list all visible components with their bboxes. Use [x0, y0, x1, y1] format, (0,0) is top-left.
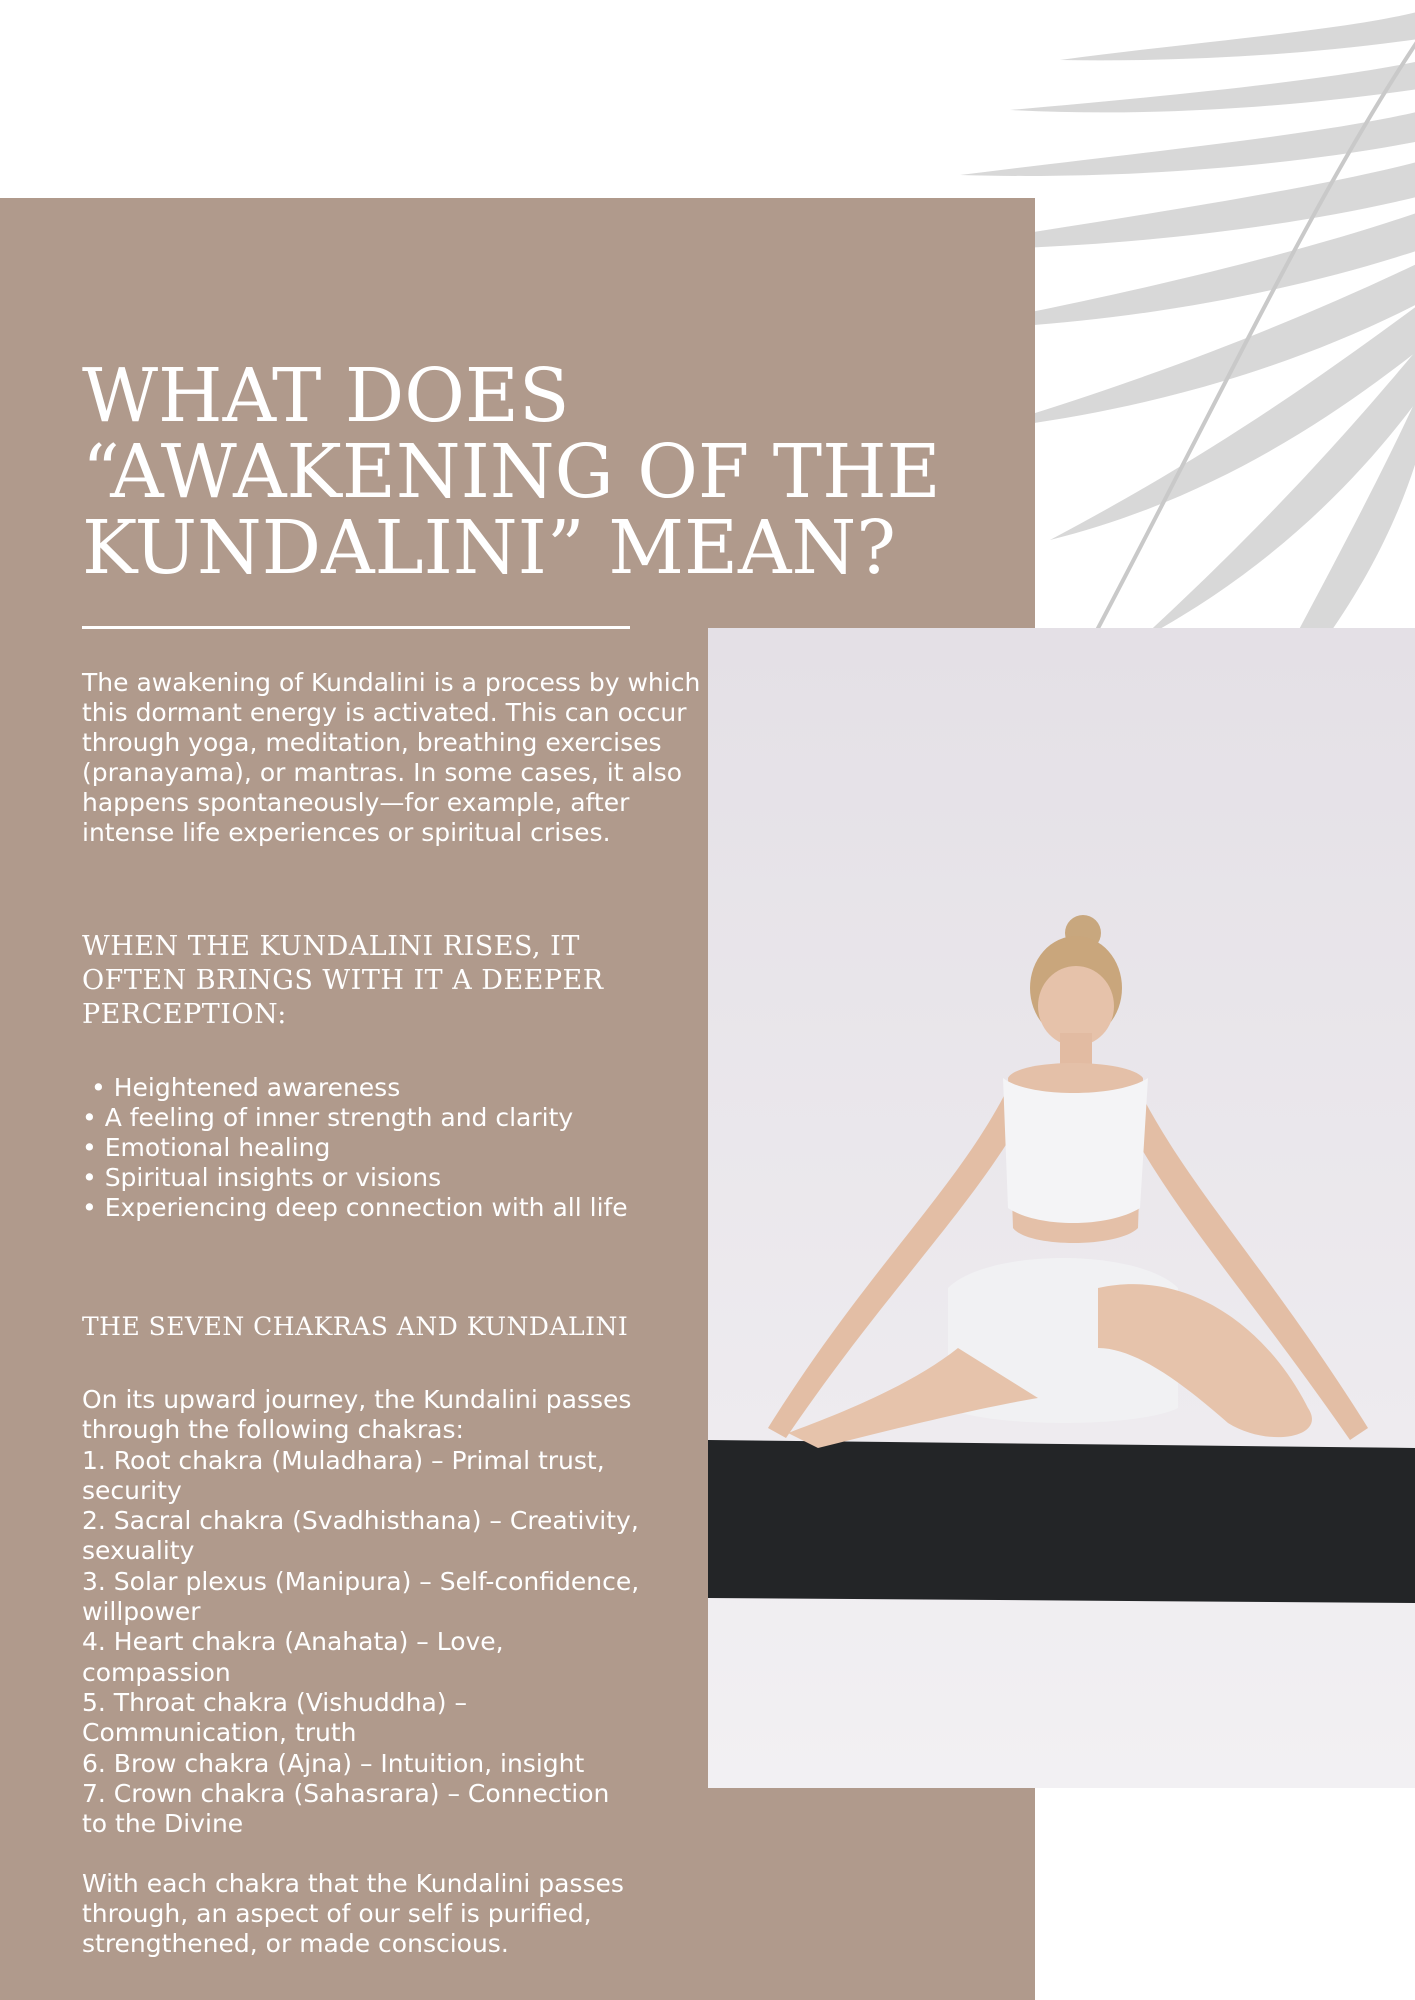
list-item: • A feeling of inner strength and clarity: [82, 1103, 574, 1132]
chakras-line: security: [82, 1475, 182, 1505]
chakras-heading: THE SEVEN CHAKRAS AND KUNDALINI: [82, 1312, 629, 1341]
intro-paragraph: The awakening of Kundalini is a process by which this dormant energy is activated. This can occur through yoga, meditation, breathing exercises (pranayama), or mantras. In some cases, it also happens spontaneously—for example, after intense life experiences or spiritual crises.: [82, 668, 701, 847]
closing-line: through, an aspect of our self is purified,: [82, 1899, 592, 1928]
chakras-line: 6. Brow chakra (Ajna) – Intuition, insight: [82, 1748, 585, 1778]
chakras-line: 2. Sacral chakra (Svadhisthana) – Creativity,: [82, 1506, 639, 1536]
chakras-line: 4. Heart chakra (Anahata) – Love,: [82, 1627, 504, 1657]
closing-line: strengthened, or made conscious.: [82, 1929, 509, 1958]
title-line: WHAT DOES: [82, 353, 570, 439]
benefits-list: [82, 1073, 722, 1223]
list-item: • Emotional healing: [82, 1133, 331, 1162]
rising-subheading: [82, 930, 702, 1032]
subheading-line: OFTEN BRINGS WITH IT A DEEPER: [82, 965, 604, 996]
title-line: “AWAKENING OF THE: [82, 429, 941, 515]
closing-line: With each chakra that the Kundalini passes: [82, 1869, 624, 1898]
page-title: [82, 353, 1022, 591]
chakras-line: sexuality: [82, 1536, 195, 1566]
chakras-line: 5. Throat chakra (Vishuddha) –: [82, 1687, 468, 1717]
chakras-line: to the Divine: [82, 1809, 244, 1839]
chakras-line: compassion: [82, 1657, 231, 1687]
title-divider: [82, 626, 630, 629]
list-item: • Experiencing deep connection with all life: [82, 1193, 628, 1222]
chakras-text: [82, 1385, 702, 1839]
list-item: • Spiritual insights or visions: [82, 1163, 442, 1192]
title-line: KUNDALINI” MEAN?: [82, 505, 896, 591]
yoga-photo: [708, 628, 1415, 1788]
chakras-line: 7. Crown chakra (Sahasrara) – Connection: [82, 1778, 610, 1808]
woman-seated-yoga-pose-photo: [708, 628, 1415, 1788]
chakras-line: willpower: [82, 1597, 201, 1627]
chakras-line: 3. Solar plexus (Manipura) – Self-confidence,: [82, 1566, 640, 1596]
list-item: • Heightened awareness: [91, 1073, 401, 1102]
closing-paragraph: [82, 1869, 702, 1959]
subheading-line: WHEN THE KUNDALINI RISES, IT: [82, 931, 580, 962]
subheading-line: PERCEPTION:: [82, 999, 287, 1030]
chakras-line: 1. Root chakra (Muladhara) – Primal trust,: [82, 1445, 605, 1475]
chakras-line: through the following chakras:: [82, 1415, 464, 1445]
chakras-line: On its upward journey, the Kundalini passes: [82, 1385, 632, 1414]
chakras-line: Communication, truth: [82, 1718, 357, 1748]
